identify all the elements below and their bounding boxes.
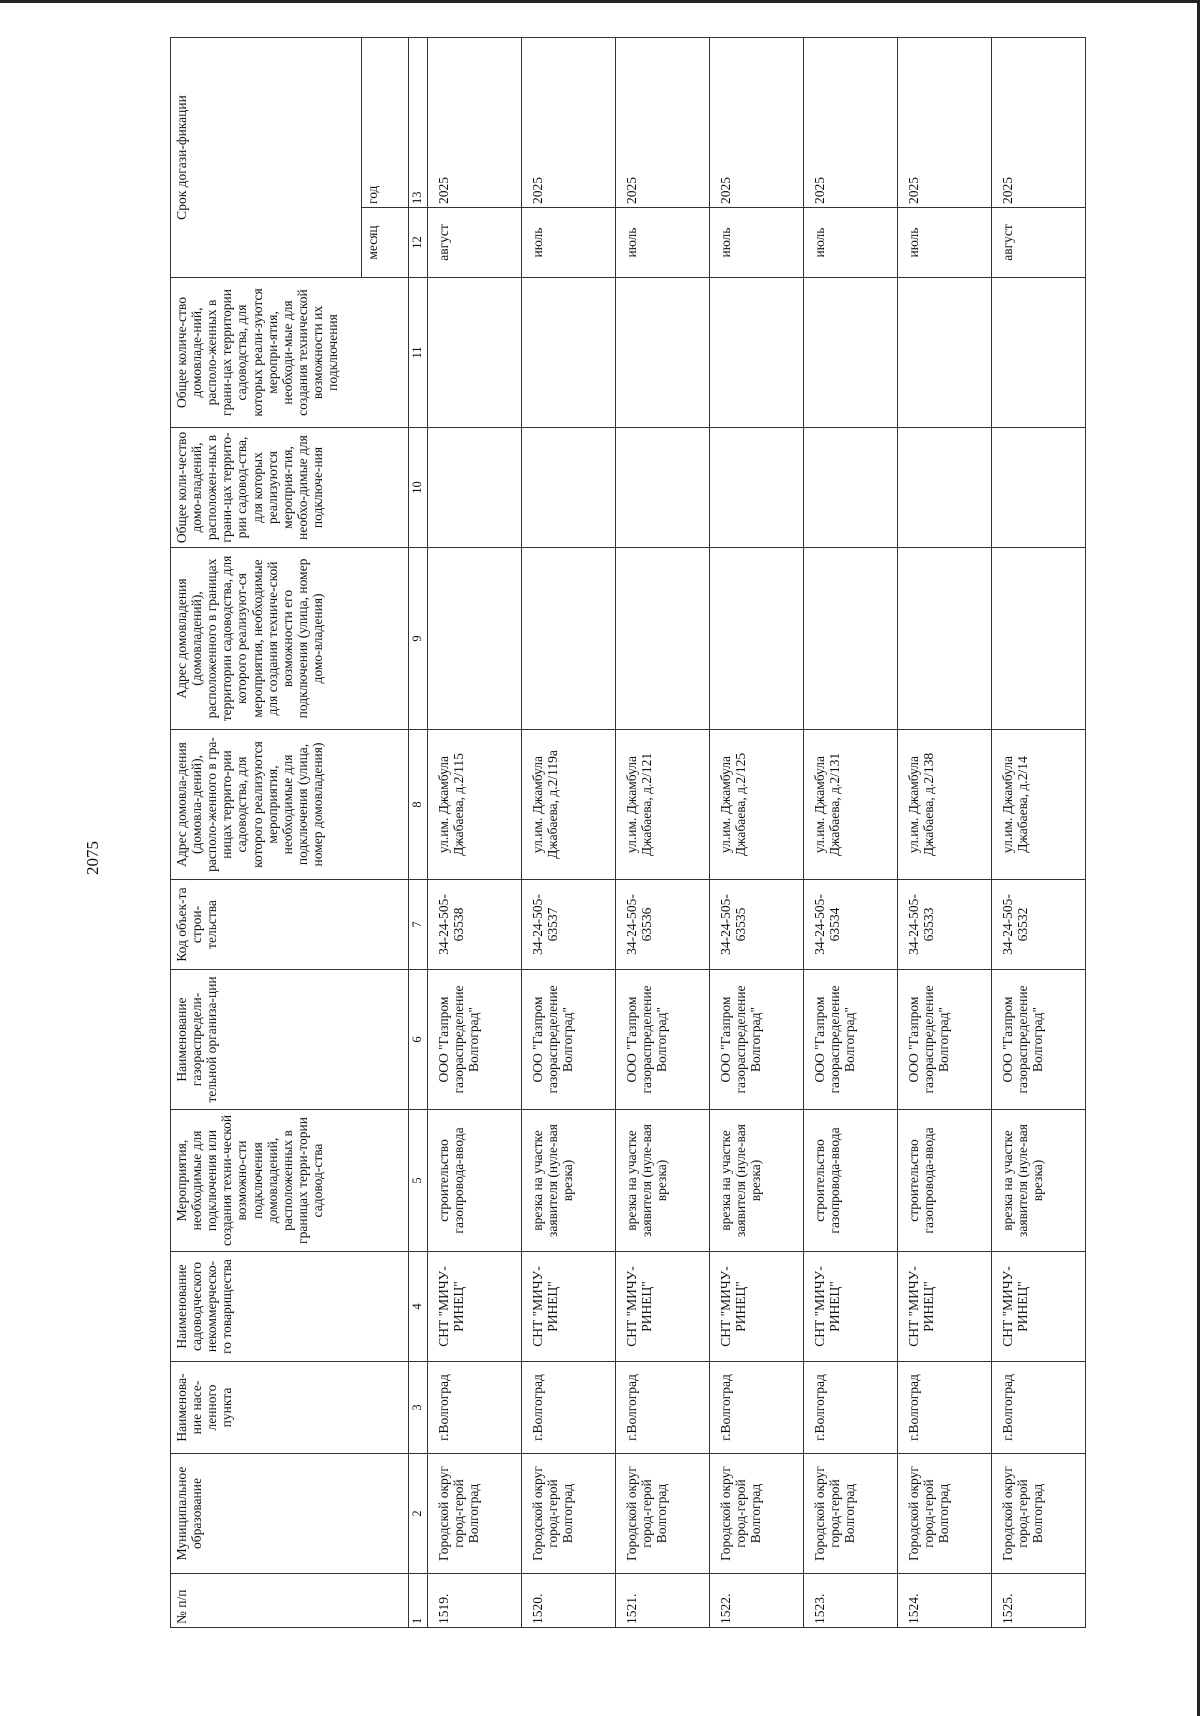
year-cell: 2025: [898, 37, 992, 207]
month-cell: июль: [616, 208, 710, 278]
count-capability-cell: [992, 278, 1086, 428]
measure-cell: строительство газопровода-ввода: [804, 1110, 898, 1252]
table-row: [616, 37, 710, 1627]
month-cell: июль: [898, 208, 992, 278]
table-row: [804, 37, 898, 1627]
address-cell: ул.им. Джамбула Джабаева, д.2/121: [616, 730, 710, 880]
year-cell: 2025: [616, 37, 710, 207]
count-capability-cell: [898, 278, 992, 428]
header-municipality: Муниципальное образование: [171, 1454, 409, 1574]
organization-cell: ООО "Газпром газораспределение Волгоград": [428, 970, 522, 1110]
municipality-cell: Городской округ город-герой Волгоград: [616, 1454, 710, 1574]
header-number: № п/п: [171, 1574, 409, 1628]
address-capability-cell: [992, 548, 1086, 730]
settlement-cell: г.Волгоград: [992, 1362, 1086, 1454]
month-cell: июль: [710, 208, 804, 278]
municipality-cell: Городской округ город-герой Волгоград: [804, 1454, 898, 1574]
address-capability-cell: [804, 548, 898, 730]
page-number: 2075: [83, 841, 102, 875]
scan-border-top: [0, 0, 1200, 3]
row-number: 1519.: [428, 1574, 522, 1628]
address-capability-cell: [616, 548, 710, 730]
snt-cell: СНТ "МИЧУ-РИНЕЦ": [898, 1252, 992, 1362]
table-row: [710, 37, 804, 1627]
organization-cell: ООО "Газпром газораспределение Волгоград": [804, 970, 898, 1110]
column-number: 1: [409, 1574, 428, 1628]
header-gasification-deadline: Срок догази-фикации: [171, 37, 362, 277]
snt-cell: СНТ "МИЧУ-РИНЕЦ": [428, 1252, 522, 1362]
snt-cell: СНТ "МИЧУ-РИНЕЦ": [804, 1252, 898, 1362]
address-cell: ул.им. Джамбула Джабаева, д.2/125: [710, 730, 804, 880]
year-cell: 2025: [992, 37, 1086, 207]
header-gas-organization: Наименование газораспредели-тельной организа-ции: [171, 970, 409, 1110]
settlement-cell: г.Волгоград: [804, 1362, 898, 1454]
header-address-connection: Адрес домовла-дения (домовла-дений), располо-женного в гра-ницах террито-рии садоводства, для которого реализуются мероприятия, необходимые для подключения (улица, номер домовладения): [171, 730, 409, 880]
object-code-cell: 34-24-505-63537: [522, 880, 616, 970]
address-cell: ул.им. Джамбула Джабаева, д.2/138: [898, 730, 992, 880]
row-number: 1520.: [522, 1574, 616, 1628]
organization-cell: ООО "Газпром газораспределение Волгоград": [992, 970, 1086, 1110]
header-settlement: Наименова-ние насе-ленного пункта: [171, 1362, 409, 1454]
column-number: 12: [409, 208, 428, 278]
measure-cell: строительство газопровода-ввода: [428, 1110, 522, 1252]
header-count-capability: Общее количе-ство домовладе-ний, располо-женных в грани-цах территории садоводства, для которых реали-зуются меропри-ятия, необходи-мые для создания технической возможности их подключения: [171, 278, 409, 428]
column-number: 10: [409, 428, 428, 548]
municipality-cell: Городской округ город-герой Волгоград: [898, 1454, 992, 1574]
header-row: [171, 37, 362, 1627]
object-code-cell: 34-24-505-63535: [710, 880, 804, 970]
address-cell: ул.им. Джамбула Джабаева, д.2/119а: [522, 730, 616, 880]
column-number: 4: [409, 1252, 428, 1362]
header-month: месяц: [362, 208, 409, 278]
row-number: 1521.: [616, 1574, 710, 1628]
municipality-cell: Городской округ город-герой Волгоград: [710, 1454, 804, 1574]
count-capability-cell: [522, 278, 616, 428]
rotated-table-container: [170, 38, 1045, 1628]
month-cell: август: [992, 208, 1086, 278]
row-number: 1524.: [898, 1574, 992, 1628]
column-number: 11: [409, 278, 428, 428]
table-row: [522, 37, 616, 1627]
column-number: 6: [409, 970, 428, 1110]
table-row: [428, 37, 522, 1627]
count-connection-cell: [428, 428, 522, 548]
header-count-connection: Общее коли-чество домо-владений, расположен-ных в грани-цах террито-рии садовод-ства, для которых реализуются мероприя-тия, необхо-димые для подключе-ния: [171, 428, 409, 548]
row-number: 1522.: [710, 1574, 804, 1628]
column-number: 13: [409, 37, 428, 207]
table-row: [898, 37, 992, 1627]
column-number: 8: [409, 730, 428, 880]
object-code-cell: 34-24-505-63534: [804, 880, 898, 970]
measure-cell: строительство газопровода-ввода: [898, 1110, 992, 1252]
row-number: 1525.: [992, 1574, 1086, 1628]
measure-cell: врезка на участке заявителя (нуле-вая врезка): [710, 1110, 804, 1252]
address-capability-cell: [710, 548, 804, 730]
settlement-cell: г.Волгоград: [616, 1362, 710, 1454]
address-capability-cell: [522, 548, 616, 730]
row-number: 1523.: [804, 1574, 898, 1628]
settlement-cell: г.Волгоград: [522, 1362, 616, 1454]
organization-cell: ООО "Газпром газораспределение Волгоград": [522, 970, 616, 1110]
year-cell: 2025: [804, 37, 898, 207]
column-number: 7: [409, 880, 428, 970]
year-cell: 2025: [522, 37, 616, 207]
object-code-cell: 34-24-505-63536: [616, 880, 710, 970]
count-connection-cell: [992, 428, 1086, 548]
header-address-capability: Адрес домовладения (домовладений), расположенного в границах территории садоводства, для которого реализуют-ся мероприятия, необходимые для создания техниче-ской возможности его подключения (улица, номер домо-владения): [171, 548, 409, 730]
month-cell: июль: [804, 208, 898, 278]
address-capability-cell: [428, 548, 522, 730]
count-connection-cell: [616, 428, 710, 548]
measure-cell: врезка на участке заявителя (нуле-вая врезка): [992, 1110, 1086, 1252]
column-number: 5: [409, 1110, 428, 1252]
count-connection-cell: [522, 428, 616, 548]
year-cell: 2025: [710, 37, 804, 207]
column-number: 3: [409, 1362, 428, 1454]
month-cell: август: [428, 208, 522, 278]
snt-cell: СНТ "МИЧУ-РИНЕЦ": [992, 1252, 1086, 1362]
month-cell: июль: [522, 208, 616, 278]
organization-cell: ООО "Газпром газораспределение Волгоград": [898, 970, 992, 1110]
snt-cell: СНТ "МИЧУ-РИНЕЦ": [710, 1252, 804, 1362]
gasification-register-table: [170, 37, 1086, 1628]
count-capability-cell: [616, 278, 710, 428]
count-capability-cell: [710, 278, 804, 428]
header-measures: Мероприятия, необходимые для подключения или создания техни-ческой возможно-сти подключения домовладений, расположенных в границах терри-тории садовод-ства: [171, 1110, 409, 1252]
header-year: год: [362, 37, 409, 207]
address-capability-cell: [898, 548, 992, 730]
organization-cell: ООО "Газпром газораспределение Волгоград": [710, 970, 804, 1110]
object-code-cell: 34-24-505-63538: [428, 880, 522, 970]
column-number: 2: [409, 1454, 428, 1574]
address-cell: ул.им. Джамбула Джабаева, д.2/115: [428, 730, 522, 880]
column-number: 9: [409, 548, 428, 730]
count-connection-cell: [898, 428, 992, 548]
header-object-code: Код объек-та строи-тельства: [171, 880, 409, 970]
count-capability-cell: [804, 278, 898, 428]
object-code-cell: 34-24-505-63533: [898, 880, 992, 970]
municipality-cell: Городской округ город-герой Волгоград: [428, 1454, 522, 1574]
municipality-cell: Городской округ город-герой Волгоград: [992, 1454, 1086, 1574]
measure-cell: врезка на участке заявителя (нуле-вая врезка): [522, 1110, 616, 1252]
municipality-cell: Городской округ город-герой Волгоград: [522, 1454, 616, 1574]
count-connection-cell: [710, 428, 804, 548]
snt-cell: СНТ "МИЧУ-РИНЕЦ": [616, 1252, 710, 1362]
header-snt-name: Наименование садоводческого некоммерческо-го товарищества: [171, 1252, 409, 1362]
count-connection-cell: [804, 428, 898, 548]
settlement-cell: г.Волгоград: [710, 1362, 804, 1454]
object-code-cell: 34-24-505-63532: [992, 880, 1086, 970]
year-cell: 2025: [428, 37, 522, 207]
organization-cell: ООО "Газпром газораспределение Волгоград": [616, 970, 710, 1110]
settlement-cell: г.Волгоград: [428, 1362, 522, 1454]
address-cell: ул.им. Джамбула Джабаева, д.2/14: [992, 730, 1086, 880]
snt-cell: СНТ "МИЧУ-РИНЕЦ": [522, 1252, 616, 1362]
settlement-cell: г.Волгоград: [898, 1362, 992, 1454]
address-cell: ул.им. Джамбула Джабаева, д.2/131: [804, 730, 898, 880]
table-row: [992, 37, 1086, 1627]
count-capability-cell: [428, 278, 522, 428]
column-number-row: [409, 37, 428, 1627]
measure-cell: врезка на участке заявителя (нуле-вая врезка): [616, 1110, 710, 1252]
